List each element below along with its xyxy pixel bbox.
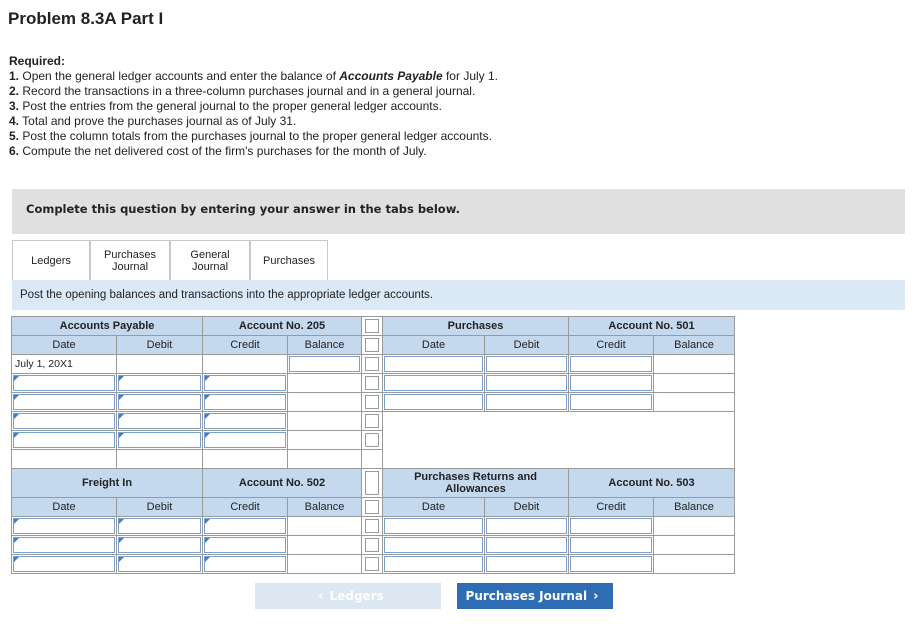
cell <box>654 517 735 536</box>
gap-column <box>361 468 383 574</box>
gap-cell <box>362 355 383 374</box>
col-debit: Debit <box>485 498 569 517</box>
credit-input[interactable] <box>204 518 286 534</box>
credit-cell[interactable] <box>569 393 654 412</box>
col-date: Date <box>12 498 117 517</box>
requirement-text-end: for July 1. <box>442 69 498 83</box>
instruction-banner <box>12 189 905 234</box>
requirement-emphasis: Accounts Payable <box>339 69 443 83</box>
account-number: Account No. 205 <box>203 317 362 336</box>
debit-cell[interactable] <box>485 555 569 574</box>
requirement-text: Post the column totals from the purchases journal to the proper general ledger accounts. <box>22 129 492 143</box>
cell <box>288 393 362 412</box>
cell <box>117 450 203 469</box>
date-cell[interactable] <box>383 536 485 555</box>
col-balance: Balance <box>654 498 735 517</box>
debit-cell[interactable] <box>117 374 203 393</box>
gap-cell <box>362 317 383 336</box>
next-tab-label: Purchases Journal <box>465 589 588 603</box>
tab-purchases[interactable]: Purchases <box>250 240 328 280</box>
cell <box>288 374 362 393</box>
gap-cell <box>362 431 383 450</box>
requirement-number: 4. <box>9 114 20 128</box>
debit-cell[interactable] <box>117 536 203 555</box>
date-select[interactable] <box>13 394 115 410</box>
requirement-number: 1. <box>9 69 20 83</box>
credit-input[interactable] <box>570 537 652 553</box>
date-cell[interactable] <box>12 555 117 574</box>
debit-cell[interactable] <box>485 536 569 555</box>
gap-cell <box>362 517 383 536</box>
credit-input[interactable] <box>570 394 652 410</box>
chevron-left-icon: ‹ <box>318 588 324 604</box>
col-balance: Balance <box>288 498 362 517</box>
balance-cell[interactable] <box>288 355 362 374</box>
tab-purchases-journal[interactable]: Purchases Journal <box>90 240 170 280</box>
credit-input[interactable] <box>204 413 286 429</box>
prev-tab-label: Ledgers <box>329 589 384 603</box>
col-debit: Debit <box>117 498 203 517</box>
credit-cell[interactable] <box>569 374 654 393</box>
credit-cell[interactable] <box>203 374 288 393</box>
date-select[interactable] <box>13 556 115 572</box>
gap-cell <box>362 498 383 517</box>
date-cell[interactable] <box>12 431 117 450</box>
date-cell[interactable] <box>12 536 117 555</box>
debit-input[interactable] <box>118 518 201 534</box>
ledger-accounts-payable <box>11 316 362 469</box>
ledger-purchases-returns <box>382 468 735 574</box>
debit-cell[interactable] <box>485 355 569 374</box>
col-balance: Balance <box>288 336 362 355</box>
date-select[interactable] <box>13 537 115 553</box>
chevron-right-icon: › <box>593 588 599 604</box>
cell <box>12 450 117 469</box>
date-select[interactable] <box>384 356 483 372</box>
cell <box>203 355 288 374</box>
date-select[interactable] <box>384 375 483 391</box>
cell <box>203 450 288 469</box>
col-credit: Credit <box>569 336 654 355</box>
date-select[interactable] <box>13 518 115 534</box>
col-date: Date <box>12 336 117 355</box>
debit-cell[interactable] <box>485 374 569 393</box>
account-name: Purchases Returns and Allowances <box>383 469 569 498</box>
credit-input[interactable] <box>204 537 286 553</box>
requirement-item <box>9 69 498 84</box>
date-cell[interactable] <box>383 374 485 393</box>
date-cell[interactable] <box>383 555 485 574</box>
credit-cell[interactable] <box>203 412 288 431</box>
debit-cell[interactable] <box>117 517 203 536</box>
col-balance: Balance <box>654 336 735 355</box>
cell <box>288 450 362 469</box>
debit-input[interactable] <box>118 432 201 448</box>
debit-input[interactable] <box>486 375 567 391</box>
cell <box>654 393 735 412</box>
date-cell[interactable] <box>383 517 485 536</box>
date-select[interactable] <box>384 518 483 534</box>
debit-input[interactable] <box>486 556 567 572</box>
gap-cell <box>362 336 383 355</box>
credit-input[interactable] <box>204 432 286 448</box>
col-credit: Credit <box>203 498 288 517</box>
cell <box>288 412 362 431</box>
ledger-freight-in <box>11 468 362 574</box>
debit-cell[interactable] <box>485 517 569 536</box>
debit-input[interactable] <box>486 356 567 372</box>
debit-input[interactable] <box>486 518 567 534</box>
gap-cell <box>362 555 383 574</box>
credit-cell[interactable] <box>569 355 654 374</box>
debit-cell[interactable] <box>117 431 203 450</box>
credit-input[interactable] <box>570 356 652 372</box>
gap-cell <box>362 536 383 555</box>
debit-input[interactable] <box>486 537 567 553</box>
ledger-purchases <box>382 316 735 469</box>
col-debit: Debit <box>117 336 203 355</box>
account-number: Account No. 502 <box>203 469 362 498</box>
col-date: Date <box>383 336 485 355</box>
debit-input[interactable] <box>486 394 567 410</box>
debit-cell[interactable] <box>117 555 203 574</box>
gap-cell <box>362 393 383 412</box>
page-title: Problem 8.3A Part I <box>8 9 164 28</box>
gap-cell <box>362 374 383 393</box>
date-cell[interactable] <box>383 355 485 374</box>
requirement-text: Compute the net delivered cost of the firm's purchases for the month of July. <box>22 144 427 158</box>
credit-input[interactable] <box>204 375 286 391</box>
prev-tab-button[interactable] <box>255 583 441 609</box>
requirement-number: 6. <box>9 144 20 158</box>
debit-cell[interactable] <box>117 393 203 412</box>
cell <box>117 355 203 374</box>
credit-cell[interactable] <box>203 517 288 536</box>
gap-cell <box>362 469 383 498</box>
credit-cell[interactable] <box>569 536 654 555</box>
cell <box>288 536 362 555</box>
requirements-list <box>9 69 498 159</box>
date-select[interactable] <box>13 375 115 391</box>
account-name: Purchases <box>383 317 569 336</box>
requirement-number: 3. <box>9 99 20 113</box>
instruction-bar <box>12 280 905 310</box>
opening-date: July 1, 20X1 <box>12 355 117 374</box>
cell <box>654 536 735 555</box>
tab-general-journal[interactable]: General Journal <box>170 240 250 280</box>
debit-cell[interactable] <box>117 412 203 431</box>
requirement-number: 5. <box>9 129 20 143</box>
instruction-text: Post the opening balances and transactions into the appropriate ledger accounts. <box>20 289 434 301</box>
debit-input[interactable] <box>118 556 201 572</box>
account-number: Account No. 503 <box>569 469 735 498</box>
cell <box>654 355 735 374</box>
credit-cell[interactable] <box>203 393 288 412</box>
requirement-item <box>9 84 498 99</box>
tab-ledgers[interactable]: Ledgers <box>12 240 90 280</box>
requirement-text: Post the entries from the general journal to the proper general ledger accounts. <box>22 99 442 113</box>
col-credit: Credit <box>203 336 288 355</box>
credit-input[interactable] <box>570 556 652 572</box>
cell <box>288 431 362 450</box>
debit-input[interactable] <box>118 394 201 410</box>
date-cell[interactable] <box>12 412 117 431</box>
account-number: Account No. 501 <box>569 317 735 336</box>
cell <box>654 555 735 574</box>
requirement-item <box>9 129 498 144</box>
gap-cell <box>362 412 383 431</box>
requirement-number: 2. <box>9 84 20 98</box>
debit-input[interactable] <box>118 375 201 391</box>
date-select[interactable] <box>384 556 483 572</box>
debit-input[interactable] <box>118 537 201 553</box>
requirement-text: Total and prove the purchases journal as of July 31. <box>22 114 297 128</box>
date-cell[interactable] <box>12 517 117 536</box>
debit-cell[interactable] <box>485 393 569 412</box>
requirement-item <box>9 114 498 129</box>
credit-input[interactable] <box>204 556 286 572</box>
credit-cell[interactable] <box>569 555 654 574</box>
date-select[interactable] <box>384 537 483 553</box>
date-select[interactable] <box>13 413 115 429</box>
col-date: Date <box>383 498 485 517</box>
date-cell[interactable] <box>383 393 485 412</box>
required-heading: Required: <box>9 54 66 68</box>
date-select[interactable] <box>13 432 115 448</box>
next-tab-button[interactable] <box>457 583 613 609</box>
date-cell[interactable] <box>12 374 117 393</box>
requirement-item <box>9 144 498 159</box>
cell <box>288 517 362 536</box>
credit-cell[interactable] <box>203 431 288 450</box>
cell <box>288 555 362 574</box>
balance-input[interactable] <box>289 356 360 372</box>
empty-area <box>383 412 735 469</box>
credit-input[interactable] <box>204 394 286 410</box>
banner-text: Complete this question by entering your answer in the tabs below. <box>26 202 460 216</box>
account-name: Freight In <box>12 469 203 498</box>
requirement-text: Open the general ledger accounts and enter the balance of <box>22 69 340 83</box>
cell <box>654 374 735 393</box>
requirement-item <box>9 99 498 114</box>
credit-input[interactable] <box>570 518 652 534</box>
credit-cell[interactable] <box>203 536 288 555</box>
account-name: Accounts Payable <box>12 317 203 336</box>
gap-column <box>361 316 383 488</box>
date-select[interactable] <box>384 394 483 410</box>
credit-cell[interactable] <box>569 517 654 536</box>
credit-cell[interactable] <box>203 555 288 574</box>
requirement-text: Record the transactions in a three-column purchases journal and in a general journal. <box>22 84 476 98</box>
debit-input[interactable] <box>118 413 201 429</box>
col-credit: Credit <box>569 498 654 517</box>
col-debit: Debit <box>485 336 569 355</box>
credit-input[interactable] <box>570 375 652 391</box>
date-cell[interactable] <box>12 393 117 412</box>
